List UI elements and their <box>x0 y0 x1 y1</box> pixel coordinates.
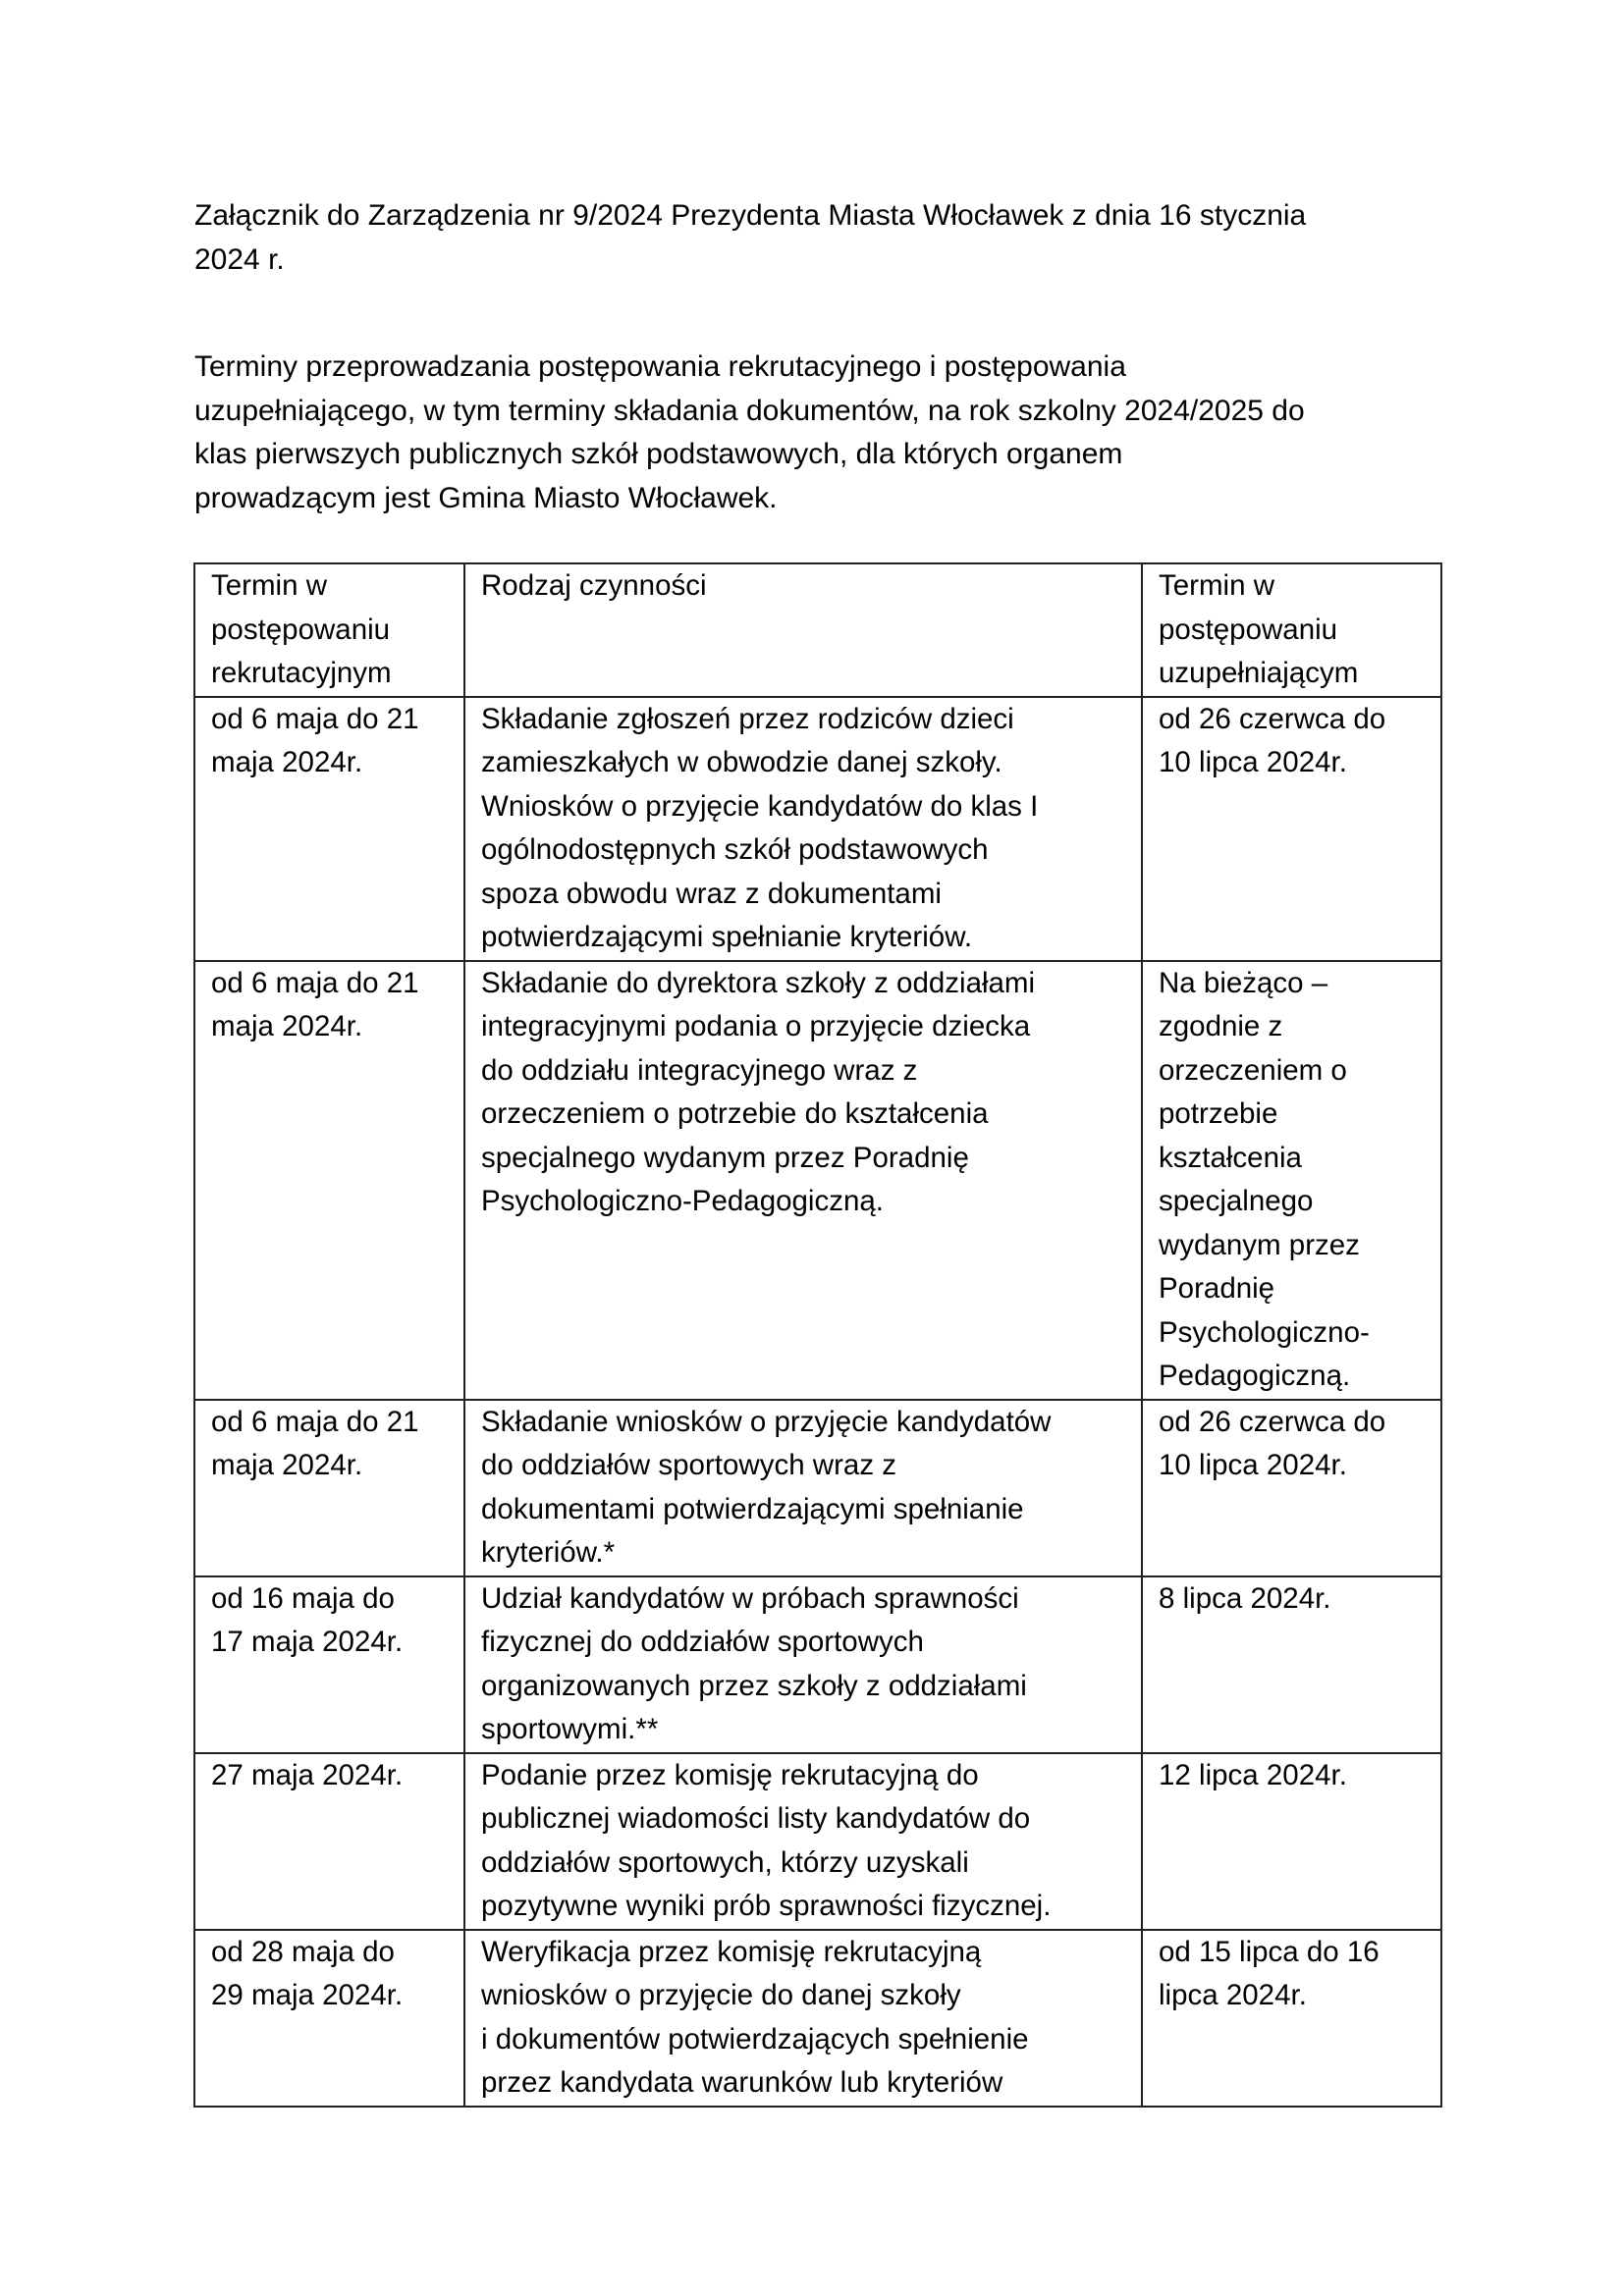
header-activity-type <box>464 563 1142 697</box>
cell-text-line: dokumentami potwierdzającymi spełnianie <box>481 1492 1024 1525</box>
cell-text-line: specjalnego wydanym przez Poradnię <box>481 1141 969 1174</box>
cell-text-line: od 26 czerwca do <box>1159 1405 1386 1438</box>
supplementary-term-cell <box>1142 1400 1441 1576</box>
cell-text-line: 27 maja 2024r. <box>211 1758 404 1791</box>
cell-text-line: oddziałów sportowych, którzy uzyskali <box>481 1845 969 1879</box>
cell-text-line: kryteriów.* <box>481 1536 616 1569</box>
cell-text-line: sportowymi.** <box>481 1713 659 1745</box>
cell-text-line: zamieszkałych w obwodzie danej szkoły. <box>481 746 1002 778</box>
cell-text-line: Udział kandydatów w próbach sprawności <box>481 1581 1019 1615</box>
cell-text-line: organizowanych przez szkoły z oddziałami <box>481 1669 1027 1702</box>
cell-text-line: Termin w <box>211 569 328 602</box>
cell-text-line: kształcenia <box>1159 1141 1302 1174</box>
cell-text-line: Składanie wniosków o przyjęcie kandydatów <box>481 1405 1052 1438</box>
text-line: uzupełniającego, w tym terminy składania dokumentów, na rok szkolny 2024/2025 do <box>194 394 1305 427</box>
text-line: 2024 r. <box>194 242 285 276</box>
cell-text-line: do oddziałów sportowych wraz z <box>481 1449 897 1481</box>
recruitment-term-cell <box>194 1400 464 1576</box>
cell-text-line: orzeczeniem o <box>1159 1053 1347 1087</box>
cell-text-line: fizycznej do oddziałów sportowych <box>481 1626 924 1658</box>
cell-text-line: i dokumentów potwierdzających spełnienie <box>481 2022 1029 2056</box>
supplementary-term-cell <box>1142 961 1441 1400</box>
cell-text-line: orzeczeniem o potrzebie do kształcenia <box>481 1097 989 1130</box>
cell-text-line: spoza obwodu wraz z dokumentami <box>481 877 942 910</box>
cell-text-line: od 28 maja do <box>211 1935 395 1968</box>
cell-text-line: rekrutacyjnym <box>211 657 392 689</box>
cell-text-line: publicznej wiadomości listy kandydatów do <box>481 1802 1031 1835</box>
table-row <box>194 697 1441 961</box>
cell-text-line: lipca 2024r. <box>1159 1979 1307 2011</box>
cell-text-line: potrzebie <box>1159 1097 1278 1130</box>
cell-text-line: 17 maja 2024r. <box>211 1626 404 1658</box>
cell-text-line: Rodzaj czynności <box>481 569 707 602</box>
cell-text-line: zgodnie z <box>1159 1010 1283 1042</box>
cell-text-line: Psychologiczno-Pedagogiczną. <box>481 1185 884 1217</box>
table-row <box>194 1400 1441 1576</box>
cell-text-line: 10 lipca 2024r. <box>1159 746 1347 778</box>
cell-text-line: Poradnię <box>1159 1272 1275 1305</box>
cell-text-line: od 15 lipca do 16 <box>1159 1935 1380 1968</box>
activity-cell <box>464 1753 1142 1930</box>
text-line: Załącznik do Zarządzenia nr 9/2024 Prezydenta Miasta Włocławek z dnia 16 stycznia <box>194 199 1307 232</box>
supplementary-term-cell <box>1142 1753 1441 1930</box>
cell-text-line: uzupełniającym <box>1159 657 1359 689</box>
activity-cell <box>464 1930 1142 2107</box>
schedule-table <box>193 562 1442 2108</box>
cell-text-line: 12 lipca 2024r. <box>1159 1758 1347 1791</box>
cell-text-line: Składanie do dyrektora szkoły z oddziałami <box>481 966 1036 999</box>
cell-text-line: wniosków o przyjęcie do danej szkoły <box>481 1979 961 2011</box>
cell-text-line: maja 2024r. <box>211 746 363 778</box>
supplementary-term-cell <box>1142 1930 1441 2107</box>
cell-text-line: maja 2024r. <box>211 1449 363 1481</box>
activity-cell <box>464 961 1142 1400</box>
recruitment-term-cell <box>194 1930 464 2107</box>
recruitment-term-cell <box>194 697 464 961</box>
cell-text-line: Psychologiczno- <box>1159 1315 1370 1349</box>
cell-text-line: 10 lipca 2024r. <box>1159 1449 1347 1481</box>
header-supplementary-term <box>1142 563 1441 697</box>
cell-text-line: od 16 maja do <box>211 1581 395 1615</box>
activity-cell <box>464 1576 1142 1753</box>
cell-text-line: Termin w <box>1159 569 1275 602</box>
text-line: Terminy przeprowadzania postępowania rekrutacyjnego i postępowania <box>194 350 1126 383</box>
cell-text-line: wydanym przez <box>1159 1228 1360 1261</box>
cell-text-line: maja 2024r. <box>211 1010 363 1042</box>
table-row <box>194 1930 1441 2107</box>
cell-text-line: do oddziału integracyjnego wraz z <box>481 1053 918 1087</box>
attachment-header <box>194 194 1461 282</box>
text-line: klas pierwszych publicznych szkół podstawowych, dla których organem <box>194 438 1123 470</box>
cell-text-line: od 6 maja do 21 <box>211 702 419 735</box>
table-row <box>194 1576 1441 1753</box>
table-header-row <box>194 563 1441 697</box>
cell-text-line: przez kandydata warunków lub kryteriów <box>481 2066 1003 2099</box>
table-row <box>194 1753 1441 1930</box>
recruitment-term-cell <box>194 961 464 1400</box>
cell-text-line: Wniosków o przyjęcie kandydatów do klas I <box>481 789 1039 823</box>
cell-text-line: 8 lipca 2024r. <box>1159 1581 1331 1615</box>
supplementary-term-cell <box>1142 1576 1441 1753</box>
cell-text-line: 29 maja 2024r. <box>211 1979 404 2011</box>
cell-text-line: integracyjnymi podania o przyjęcie dziecka <box>481 1010 1031 1042</box>
cell-text-line: Pedagogiczną. <box>1159 1360 1351 1392</box>
activity-cell <box>464 697 1142 961</box>
header-recruitment-term <box>194 563 464 697</box>
cell-text-line: Weryfikacja przez komisję rekrutacyjną <box>481 1935 982 1968</box>
cell-text-line: potwierdzającymi spełnianie kryteriów. <box>481 921 973 953</box>
cell-text-line: od 6 maja do 21 <box>211 1405 419 1438</box>
cell-text-line: Na bieżąco – <box>1159 966 1328 999</box>
table-row <box>194 961 1441 1400</box>
activity-cell <box>464 1400 1142 1576</box>
recruitment-term-cell <box>194 1753 464 1930</box>
cell-text-line: postępowaniu <box>1159 613 1338 646</box>
cell-text-line: specjalnego <box>1159 1185 1314 1217</box>
cell-text-line: od 26 czerwca do <box>1159 702 1386 735</box>
cell-text-line: Podanie przez komisję rekrutacyjną do <box>481 1758 979 1791</box>
recruitment-term-cell <box>194 1576 464 1753</box>
cell-text-line: Składanie zgłoszeń przez rodziców dzieci <box>481 702 1014 735</box>
cell-text-line: postępowaniu <box>211 613 391 646</box>
text-line: prowadzącym jest Gmina Miasto Włocławek. <box>194 481 778 514</box>
supplementary-term-cell <box>1142 697 1441 961</box>
document-title <box>194 346 1461 520</box>
cell-text-line: pozytywne wyniki prób sprawności fizycznej. <box>481 1890 1052 1922</box>
cell-text-line: od 6 maja do 21 <box>211 966 419 999</box>
cell-text-line: ogólnodostępnych szkół podstawowych <box>481 833 989 866</box>
